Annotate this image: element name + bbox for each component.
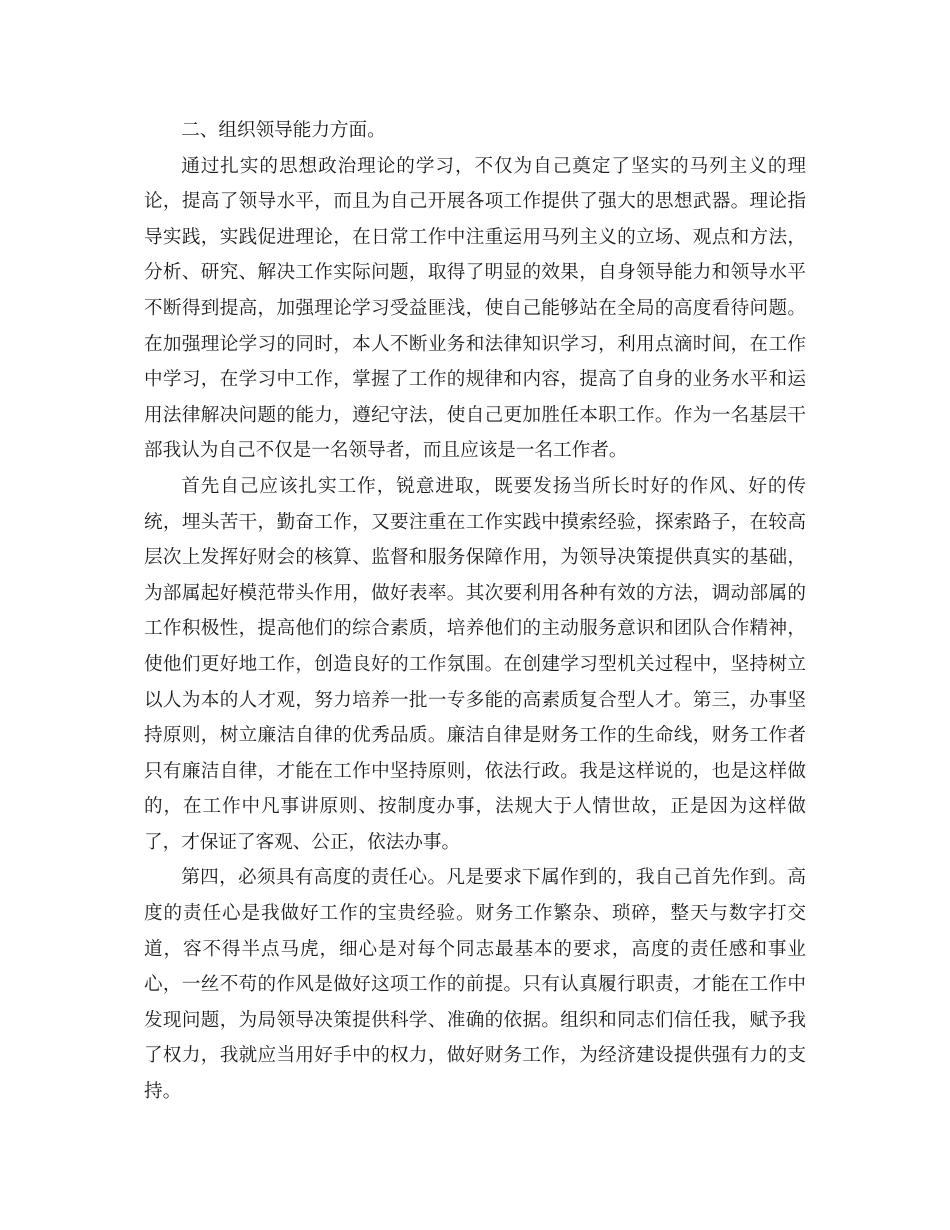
section-heading: 二、组织领导能力方面。 [181, 120, 386, 141]
paragraph-theory-study: 通过扎实的思想政治理论的学习，不仅为自己奠定了坚实的马列主义的理论，提高了领导水平，而且为自己开展各项工作提供了强大的思想武器。理论指导实践，实践促进理论，在日常工作中注重运用马列主义的立场、观点和方法，分析、研究、解决工作实际问题，取得了明显的效果，自身领导能力和领导水平不断得到提高，加强理论学习受益匪浅，使自己能够站在全局的高度看待问题。在加强理论学习的同时，本人不断业务和法律知识学习，利用点滴时间，在工作中学习，在学习中工作，掌握了工作的规律和内容，提高了自身的业务水平和运用法律解决问题的能力，遵纪守法，使自己更加胜任本职工作。作为一名基层干部我认为自己不仅是一名领导者，而且应该是一名工作者。 [144, 155, 806, 462]
paragraph-work-style: 首先自己应该扎实工作，锐意进取，既要发扬当所长时好的作风、好的传统，埋头苦干，勤奋工作，又要注重在工作实践中摸索经验，探索路子，在较高层次上发挥好财会的核算、监督和服务保障作用，为领导决策提供真实的基础，为部属起好模范带头作用，做好表率。其次要利用各种有效的方法，调动部属的工作积极性，提高他们的综合素质，培养他们的主动服务意识和团队合作精神，使他们更好地工作，创造良好的工作氛围。在创建学习型机关过程中，坚持树立以人为本的人才观，努力培养一批一专多能的高素质复合型人才。第三，办事坚持原则，树立廉洁自律的优秀品质。廉洁自律是财务工作的生命线，财务工作者只有廉洁自律，才能在工作中坚持原则，依法行政。我是这样说的，也是这样做的，在工作中凡事讲原则、按制度办事，法规大于人情世故，正是因为这样做了，才保证了客观、公正，依法办事。 [144, 475, 806, 853]
paragraph-responsibility: 第四，必须具有高度的责任心。凡是要求下属作到的，我自己首先作到。高度的责任心是我做好工作的宝贵经验。财务工作繁杂、琐碎，整天与数字打交道，容不得半点马虎，细心是对每个同志最基本的要求，高度的责任感和事业心，一丝不苟的作风是做好这项工作的前提。只有认真履行职责，才能在工作中发现问题，为局领导决策提供科学、准确的依据。组织和同志们信任我，赋予我了权力，我就应当用好手中的权力，做好财务工作，为经济建设提供强有力的支持。 [144, 867, 806, 1103]
document-page [144, 113, 806, 1110]
